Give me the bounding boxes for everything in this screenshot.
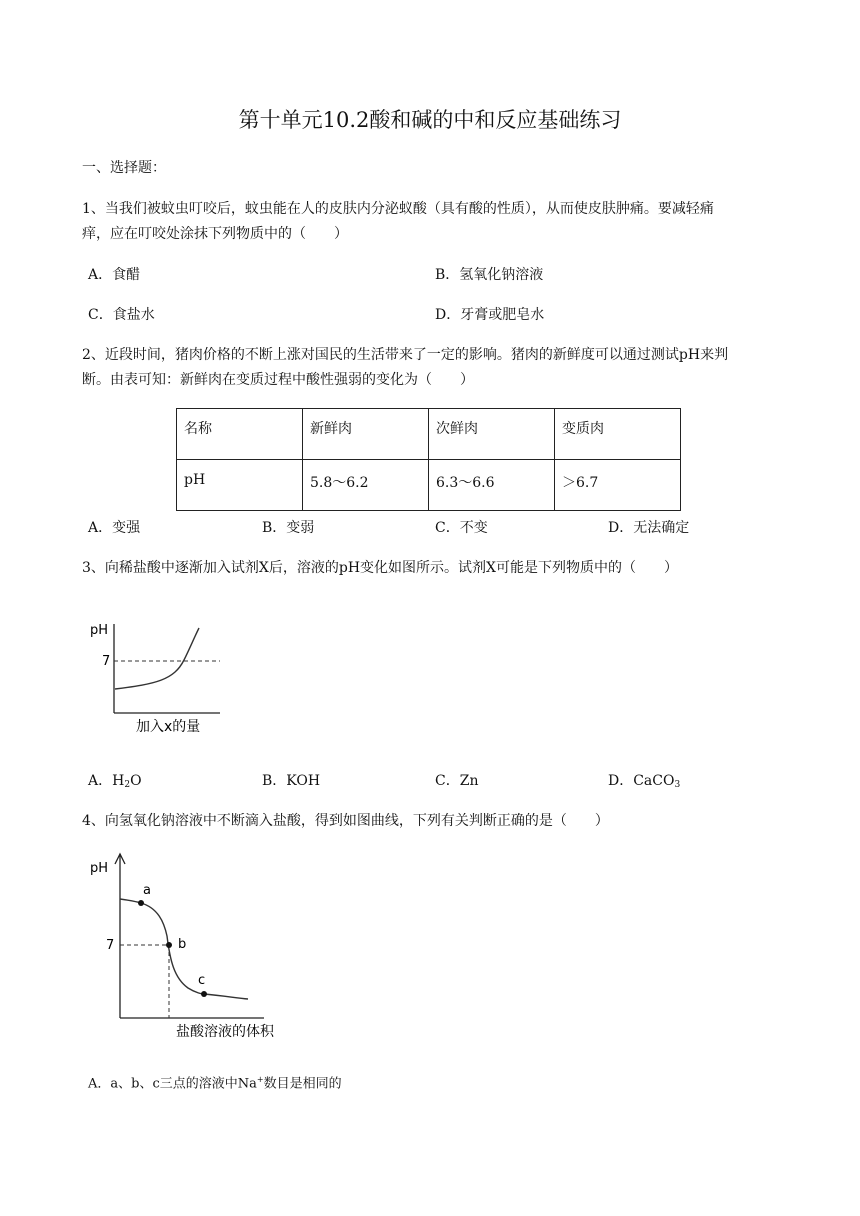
table-cell: ＞6.7 [555,460,681,511]
q1-text-line1: 1、当我们被蚊虫叮咬后，蚊虫能在人的皮肤内分泌蚁酸（具有酸的性质），从而使皮肤肿痛。要减轻痛 [82,201,714,217]
q1-text-line2: 痒，应在叮咬处涂抹下列物质中的（ ） [82,226,348,242]
point-a [138,900,144,906]
table-row [177,460,681,511]
q2-option-b: B．变弱 [262,520,315,536]
q2-option-a: A．变强 [88,520,141,536]
q3-ylabel: pH [90,623,109,638]
section-heading: 一、选择题： [82,160,166,176]
q4-ph-graph [86,850,296,1050]
q3-tick-7: 7 [102,654,111,669]
q1-option-b: B．氢氧化钠溶液 [435,267,544,283]
q2-option-d: D．无法确定 [608,520,690,536]
q3-xlabel: 加入x的量 [136,719,201,735]
q4-xlabel: 盐酸溶液的体积 [176,1024,274,1040]
document-title: 第十单元10.2酸和碱的中和反应基础练习 [238,108,622,132]
q3-option-b: B．KOH [262,773,321,789]
q4-tick-7: 7 [106,938,115,953]
q1-option-c: C．食盐水 [88,307,155,323]
q2-text-line1: 2、近段时间，猪肉价格的不断上涨对国民的生活带来了一定的影响。猪肉的新鲜度可以通过测试pH来判 [82,347,729,363]
table-cell: 变质肉 [555,409,681,460]
q1-option-d: D．牙膏或肥皂水 [435,307,545,323]
q1-option-a: A．食醋 [88,267,141,283]
q3-option-a: A．$H_2O$ [88,773,142,790]
table-cell: 新鲜肉 [303,409,429,460]
ph-table [176,408,681,511]
q2-text-line2: 断。由表可知：新鲜肉在变质过程中酸性强弱的变化为（ ） [82,372,474,388]
q4-option-a: A．a、b、c三点的溶液中Na+数目是相同的 [88,1075,342,1092]
point-c-label: c [198,973,206,988]
q4-text-line1: 4、向氢氧化钠溶液中不断滴入盐酸，得到如图曲线，下列有关判断正确的是（ ） [82,813,609,829]
point-a-label: a [143,883,151,898]
point-b [166,942,172,948]
q4-ylabel: pH [90,861,109,876]
table-cell: 6.3～6.6 [429,460,555,511]
point-b-label: b [178,937,187,952]
table-cell: pH [177,460,303,511]
table-cell: 名称 [177,409,303,460]
point-c [201,991,207,997]
q3-option-d: D．CaCO$_3$ [608,773,681,790]
table-cell: 5.8～6.2 [303,460,429,511]
q2-option-c: C．不变 [435,520,488,536]
q3-option-c: C．Zn [435,773,479,789]
table-row [177,409,681,460]
table-cell: 次鲜肉 [429,409,555,460]
q3-text-line1: 3、向稀盐酸中逐渐加入试剂X后，溶液的pH变化如图所示。试剂X可能是下列物质中的（ ） [82,560,679,576]
q3-ph-graph [86,612,236,742]
